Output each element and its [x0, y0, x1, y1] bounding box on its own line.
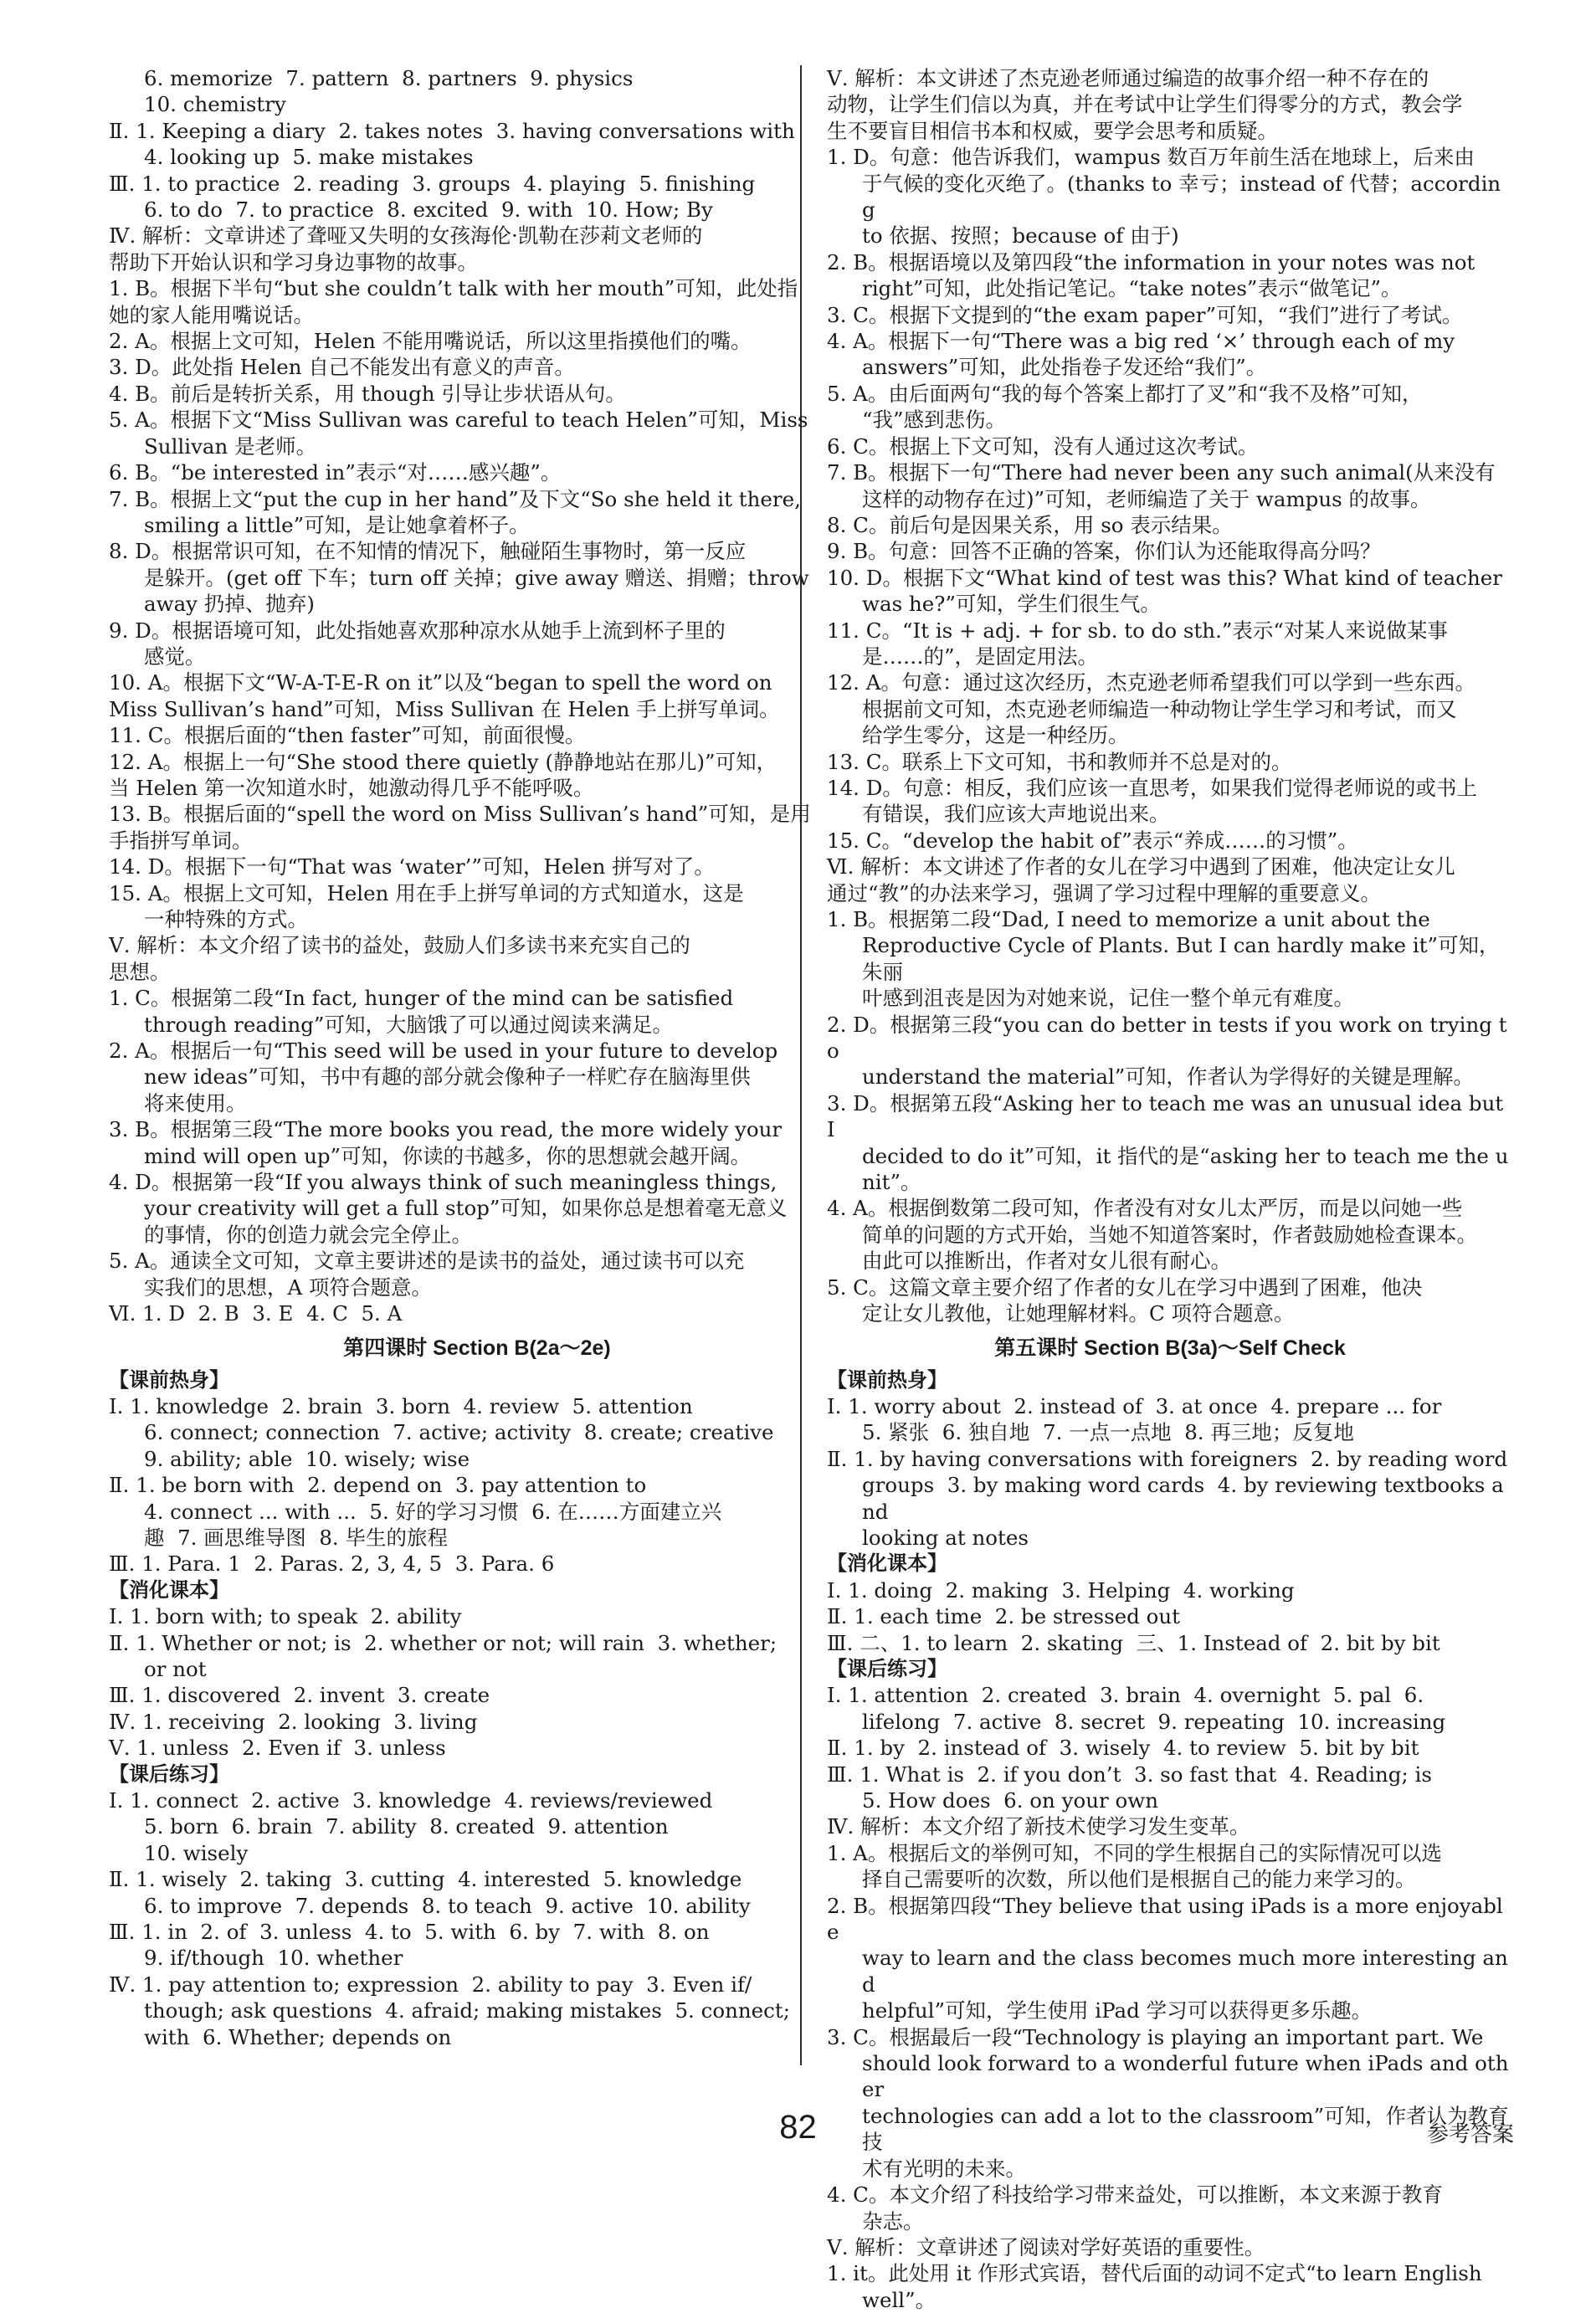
text-line: right”可知，此处指记笔记。“take notes”表示“做笔记”。: [862, 276, 1402, 301]
text-line: Ⅲ. 1. in 2. of 3. unless 4. to 5. with 6. by 7. with 8. on: [109, 1920, 710, 1945]
text-line: 杂志。: [862, 2208, 924, 2234]
text-line: Ⅳ. 1. receiving 2. looking 3. living: [109, 1709, 478, 1734]
text-line: 6. to improve 7. depends 8. to teach 9. active 10. ability: [144, 1893, 751, 1918]
text-line: 于气候的变化灭绝了。(thanks to 幸亏；instead of 代替；according: [862, 171, 1501, 223]
text-line: 11. C。根据后面的“then faster”可知，前面很慢。: [109, 723, 586, 748]
subsection-tag: 【课前热身】: [109, 1368, 229, 1392]
text-line: 4. D。根据第一段“If you always think of such meaningless things,: [109, 1170, 777, 1195]
text-line: helpful”可知，学生使用 iPad 学习可以获得更多乐趣。: [862, 1998, 1373, 2023]
text-line: 13. C。联系上下文可知，书和教师并不总是对的。: [827, 749, 1292, 774]
text-line: Ⅲ. 1. discovered 2. invent 3. create: [109, 1683, 490, 1708]
text-line: 7. B。根据上文“put the cup in her hand”及下文“So she held it there,: [109, 486, 801, 511]
text-line: 她的家人能用嘴说话。: [109, 302, 314, 327]
text-line: 5. C。这篇文章主要介绍了作者的女儿在学习中遇到了困难，他决: [827, 1274, 1423, 1300]
text-line: 1. A。根据后文的举例可知，不同的学生根据自己的实际情况可以选: [827, 1840, 1442, 1865]
text-line: away 扔掉、抛弃): [144, 592, 315, 617]
text-line: 1. C。根据第二段“In fact, hunger of the mind can be satisfied: [109, 986, 734, 1011]
text-line: decided to do it”可知，it 指代的是“asking her to teach me the unit”。: [862, 1143, 1509, 1195]
text-line: 定让女儿教他，让她理解材料。C 项符合题意。: [862, 1301, 1295, 1326]
text-line: Ⅱ. 1. be born with 2. depend on 3. pay attention to: [109, 1473, 647, 1498]
text-line: 5. A。通读全文可知，文章主要讲述的是读书的益处，通过读书可以充: [109, 1249, 745, 1274]
text-line: Ⅱ. 1. wisely 2. taking 3. cutting 4. interested 5. knowledge: [109, 1867, 742, 1892]
text-line: to 依据、按照；because of 由于): [862, 223, 1179, 249]
text-line: 感觉。: [144, 644, 206, 669]
text-line: 10. A。根据下文“W-A-T-E-R on it”以及“began to spell the word on: [109, 670, 772, 695]
text-line: 的事情，你的创造力就会完全停止。: [144, 1222, 472, 1247]
text-line: Ⅰ. 1. connect 2. active 3. knowledge 4. reviews/reviewed: [109, 1788, 713, 1813]
text-line: 2. B。根据语境以及第四段“the information in your notes was not: [827, 249, 1475, 274]
text-line: 13. B。根据后面的“spell the word on Miss Sullivan’s hand”可知，是用: [109, 802, 811, 827]
text-line: Ⅰ. 1. attention 2. created 3. brain 4. overnight 5. pal 6.: [827, 1683, 1424, 1708]
text-line: smiling a little”可知，是让她拿着杯子。: [144, 512, 530, 537]
text-line: 叶感到沮丧是因为对她来说，记住一整个单元有难度。: [862, 986, 1354, 1011]
text-line: 9. if/though 10. whether: [144, 1946, 403, 1971]
text-line: 5. A。由后面两句“我的每个答案上都打了叉”和“我不及格”可知，: [827, 381, 1423, 406]
text-line: understand the material”可知，作者认为学得好的关键是理解。: [862, 1064, 1474, 1090]
text-line: 是躲开。(get off 下车；turn off 关掉；give away 赠送、捐赠；throw: [144, 565, 809, 590]
page-number: 82: [779, 2109, 817, 2146]
text-line: 9. B。句意：回答不正确的答案，你们认为还能取得高分吗？: [827, 539, 1381, 564]
text-line: 给学生零分，这是一种经历。: [862, 723, 1129, 748]
text-line: 3. D。根据第五段“Asking her to teach me was an unusual idea but I: [827, 1090, 1510, 1142]
text-line: 6. B。“be interested in”表示“对……感兴趣”。: [109, 460, 562, 485]
text-line: Ⅲ. 二、1. to learn 2. skating 三、1. Instead of 2. bit by bit: [827, 1630, 1440, 1655]
text-line: 将来使用。: [144, 1090, 247, 1115]
text-line: Ⅱ. 1. Keeping a diary 2. takes notes 3. having conversations with: [109, 118, 795, 143]
text-line: 10. chemistry: [144, 92, 286, 117]
subsection-tag: 【课前热身】: [827, 1368, 947, 1392]
text-line: Ⅱ. 1. by having conversations with foreigners 2. by reading word: [827, 1446, 1508, 1471]
text-line: Ⅰ. 1. worry about 2. instead of 3. at once 4. prepare ... for: [827, 1393, 1442, 1418]
footer-label: 参考答案: [1426, 2121, 1514, 2146]
text-line: 3. C。根据下文提到的“the exam paper”可知，“我们”进行了考试。: [827, 302, 1463, 327]
text-line: 6. connect; connection 7. active; activity 8. create; creative: [144, 1420, 774, 1445]
text-line: 6. C。根据上下文可知，没有人通过这次考试。: [827, 433, 1259, 459]
text-line: 3. D。此处指 Helen 自己不能发出有意义的声音。: [109, 355, 575, 380]
text-line: 5. born 6. brain 7. ability 8. created 9. attention: [144, 1814, 669, 1839]
text-line: though; ask questions 4. afraid; making mistakes 5. connect;: [144, 1998, 790, 2023]
text-line: looking at notes: [862, 1525, 1029, 1550]
text-line: 4. B。前后是转折关系，用 though 引导让步状语从句。: [109, 381, 626, 406]
text-line: Ⅲ. 1. to practice 2. reading 3. groups 4. playing 5. finishing: [109, 171, 756, 196]
text-line: Ⅳ. 解析：本文介绍了新技术使学习发生变革。: [827, 1814, 1250, 1839]
text-line: 11. C。“It is + adj. + for sb. to do sth.”表示“对某人来说做某事: [827, 618, 1448, 643]
text-line: 4. connect ... with ... 5. 好的学习习惯 6. 在……方面建立兴: [144, 1499, 722, 1524]
text-line: answers”可知，此处指卷子发还给“我们”。: [862, 355, 1267, 380]
text-line: 6. memorize 7. pattern 8. partners 9. physics: [144, 66, 634, 90]
text-line: 8. C。前后句是因果关系，用 so 表示结果。: [827, 512, 1233, 537]
text-line: 2. B。根据第四段“They believe that using iPads is a more enjoyable: [827, 1893, 1503, 1945]
text-line: with 6. Whether; depends on: [144, 2024, 452, 2049]
text-line: Ⅵ. 1. D 2. B 3. E 4. C 5. A: [109, 1301, 403, 1326]
text-line: 简单的问题的方式开始，当她不知道答案时，作者鼓励她检查课本。: [862, 1222, 1477, 1247]
text-line: 1. B。根据第二段“Dad, I need to memorize a unit about the: [827, 907, 1430, 931]
text-line: 当 Helen 第一次知道水时，她激动得几乎不能呼吸。: [109, 775, 594, 800]
text-line: 手指拼写单词。: [109, 828, 253, 853]
text-line: Ⅳ. 解析：文章讲述了聋哑又失明的女孩海伦·凯勒在莎莉文老师的: [109, 223, 703, 249]
text-line: groups 3. by making word cards 4. by reviewing textbooks and: [862, 1473, 1504, 1524]
text-line: Ⅴ. 1. unless 2. Even if 3. unless: [109, 1736, 446, 1761]
text-line: 思想。: [109, 959, 171, 984]
text-line: 5. 紧张 6. 独自地 7. 一点一点地 8. 再三地；反复地: [862, 1420, 1354, 1445]
text-line: your creativity will get a full stop”可知，如果你总是想着毫无意义: [144, 1196, 788, 1221]
text-line: 6. to do 7. to practice 8. excited 9. with 10. How; By: [144, 197, 713, 223]
text-line: 一种特殊的方式。: [144, 907, 308, 931]
text-line: 1. B。根据下半句“but she couldn’t talk with her mouth”可知，此处指: [109, 276, 798, 301]
text-line: Ⅲ. 1. What is 2. if you don’t 3. so fast that 4. Reading; is: [827, 1762, 1432, 1787]
text-line: 15. C。“develop the habit of”表示“养成……的习惯”。: [827, 828, 1358, 853]
text-line: 10. D。根据下文“What kind of test was this? What kind of teacher: [827, 565, 1503, 590]
text-line: technologies can add a lot to the classroom”可知，作者认为教育技: [862, 2103, 1509, 2155]
subsection-tag: 【消化课本】: [827, 1552, 947, 1576]
text-line: 2. D。根据第三段“you can do better in tests if you work on trying to: [827, 1012, 1507, 1064]
text-line: 这样的动物存在过)”可知，老师编造了关于 wampus 的故事。: [862, 486, 1431, 511]
text-line: Ⅲ. 1. Para. 1 2. Paras. 2, 3, 4, 5 3. Para. 6: [109, 1551, 555, 1577]
text-line: 1. it。此处用 it 作形式宾语，替代后面的动词不定式“to learn English: [827, 2261, 1482, 2286]
text-line: Miss Sullivan’s hand”可知，Miss Sullivan 在 Helen 手上拼写单词。: [109, 696, 780, 721]
text-line: Ⅰ. 1. born with; to speak 2. ability: [109, 1604, 462, 1629]
text-line: 生不要盲目相信书本和权威，要学会思考和质疑。: [827, 118, 1278, 143]
text-line: 5. A。根据下文“Miss Sullivan was careful to teach Helen”可知，Miss: [109, 408, 808, 433]
text-line: 5. How does 6. on your own: [862, 1788, 1158, 1813]
text-line: 根据前文可知，杰克逊老师编造一种动物让学生学习和考试，而又: [862, 696, 1457, 721]
text-line: 12. A。句意：通过这次经历，杰克逊老师希望我们可以学到一些东西。: [827, 670, 1475, 695]
text-line: Ⅱ. 1. by 2. instead of 3. wisely 4. to review 5. bit by bit: [827, 1736, 1419, 1761]
text-line: way to learn and the class becomes much more interesting and: [862, 1946, 1508, 1997]
text-line: 3. B。根据第三段“The more books you read, the more widely your: [109, 1117, 783, 1142]
section-heading: 第五课时 Section B(3a)～Self Check: [994, 1336, 1346, 1360]
text-line: 8. D。根据常识可知，在不知情的情况下，触碰陌生事物时，第一反应: [109, 539, 747, 564]
text-line: 4. A。根据倒数第二段可知，作者没有对女儿太严厉，而是以问她一些: [827, 1196, 1463, 1221]
text-line: 术有光明的未来。: [862, 2156, 1026, 2181]
text-line: was he?”可知，学生们很生气。: [862, 592, 1161, 617]
text-line: Sullivan 是老师。: [144, 433, 317, 459]
text-line: 是……的”，是固定用法。: [862, 644, 1099, 669]
text-line: 14. D。句意：相反，我们应该一直思考，如果我们觉得老师说的或书上: [827, 775, 1477, 800]
subsection-tag: 【课后练习】: [827, 1657, 947, 1680]
text-line: well”。: [862, 2287, 937, 2312]
text-line: 10. wisely: [144, 1840, 249, 1865]
text-line: through reading”可知，大脑饿了可以通过阅读来满足。: [144, 1012, 673, 1037]
subsection-tag: 【消化课本】: [109, 1578, 229, 1602]
text-line: Reproductive Cycle of Plants. But I can hardly make it”可知，朱丽: [862, 933, 1500, 984]
text-line: 1. D。句意：他告诉我们，wampus 数百万年前生活在地球上，后来由: [827, 145, 1475, 170]
text-line: 15. A。根据上文可知，Helen 用在手上拼写单词的方式知道水，这是: [109, 880, 744, 905]
text-line: 4. A。根据下一句“There was a big red ‘×’ through each of my: [827, 329, 1455, 354]
text-line: Ⅴ. 解析：本文讲述了杰克逊老师通过编造的故事介绍一种不存在的: [827, 66, 1429, 90]
text-line: Ⅴ. 解析：文章讲述了阅读对学好英语的重要性。: [827, 2234, 1265, 2259]
text-line: 2. A。根据后一句“This seed will be used in your future to develop: [109, 1039, 778, 1064]
left-column: [109, 65, 845, 2050]
text-line: should look forward to a wonderful future when iPads and other: [862, 2051, 1509, 2102]
text-line: Ⅱ. 1. each time 2. be stressed out: [827, 1604, 1181, 1629]
text-line: 14. D。根据下一句“That was ‘water’”可知，Helen 拼写对了。: [109, 854, 715, 880]
text-line: Ⅰ. 1. knowledge 2. brain 3. born 4. review 5. attention: [109, 1393, 693, 1418]
text-line: 9. ability; able 10. wisely; wise: [144, 1446, 470, 1471]
text-line: 2. A。根据上文可知，Helen 不能用嘴说话，所以这里指摸他们的嘴。: [109, 329, 752, 354]
text-line: 帮助下开始认识和学习身边事物的故事。: [109, 249, 478, 274]
text-line: 实我们的思想，A 项符合题意。: [144, 1274, 432, 1300]
text-line: Ⅱ. 1. Whether or not; is 2. whether or not; will rain 3. whether;: [109, 1630, 777, 1655]
text-line: 12. A。根据上一句“She stood there quietly (静静地站在那儿)”可知，: [109, 749, 777, 774]
text-line: 通过“教”的办法来学习，强调了学习过程中理解的重要意义。: [827, 880, 1382, 905]
text-line: Ⅵ. 解析：本文讲述了作者的女儿在学习中遇到了困难，他决定让女儿: [827, 854, 1455, 880]
text-line: Ⅳ. 1. pay attention to; expression 2. ability to pay 3. Even if/: [109, 1972, 752, 1997]
text-line: lifelong 7. active 8. secret 9. repeating 10. increasing: [862, 1709, 1446, 1734]
text-line: Ⅴ. 解析：本文介绍了读书的益处，鼓励人们多读书来充实自己的: [109, 933, 690, 958]
text-line: 择自己需要听的次数，所以他们是根据自己的能力来学习的。: [862, 1867, 1416, 1892]
text-line: 9. D。根据语境可知，此处指她喜欢那种凉水从她手上流到杯子里的: [109, 618, 726, 643]
text-line: or not: [144, 1656, 207, 1681]
text-line: Ⅰ. 1. doing 2. making 3. Helping 4. working: [827, 1577, 1295, 1603]
text-line: mind will open up”可知，你读的书越多，你的思想就会越开阔。: [144, 1143, 752, 1168]
text-line: “我”感到悲伤。: [862, 408, 1007, 433]
text-line: 动物，让学生们信以为真，并在考试中让学生们得零分的方式，教会学: [827, 92, 1463, 117]
text-line: 由此可以推断出，作者对女儿很有耐心。: [862, 1249, 1231, 1274]
text-line: 趣 7. 画思维导图 8. 毕生的旅程: [144, 1525, 448, 1550]
section-heading: 第四课时 Section B(2a～2e): [343, 1336, 611, 1360]
text-line: new ideas”可知，书中有趣的部分就会像种子一样贮存在脑海里供: [144, 1064, 751, 1090]
text-line: 有错误，我们应该大声地说出来。: [862, 802, 1170, 827]
text-line: 3. C。根据最后一段“Technology is playing an important part. We: [827, 2024, 1484, 2049]
text-line: 4. C。本文介绍了科技给学习带来益处，可以推断，本文来源于教育: [827, 2182, 1443, 2208]
right-column: [827, 65, 1513, 2313]
text-line: 4. looking up 5. make mistakes: [144, 145, 474, 170]
subsection-tag: 【课后练习】: [109, 1762, 229, 1786]
text-line: 7. B。根据下一句“There had never been any such animal(从来没有: [827, 460, 1496, 485]
